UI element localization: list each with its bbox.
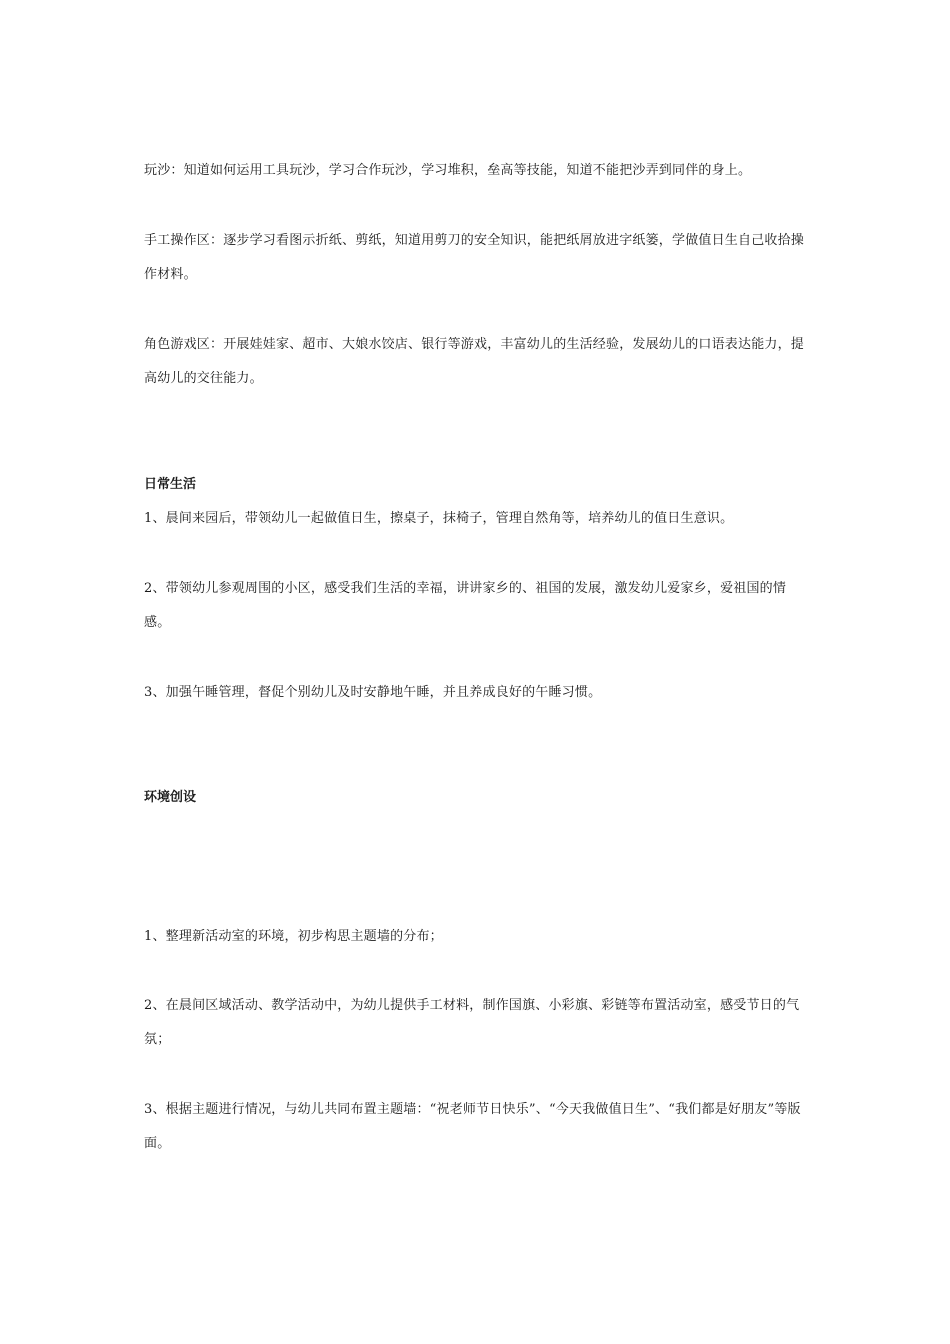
heading-environment: 环境创设 xyxy=(144,790,197,805)
heading-daily-life: 日常生活 xyxy=(144,477,197,492)
paragraph-sand-play: 玩沙：知道如何运用工具玩沙，学习合作玩沙，学习堆积，垒高等技能，知道不能把沙弄到同伴的身上。 xyxy=(144,163,752,178)
environment-item-2: 2、在晨间区域活动、教学活动中，为幼儿提供手工材料，制作国旗、小彩旗、彩链等布置活动室，感受节日的气氛； xyxy=(144,998,800,1047)
daily-life-item-3: 3、加强午睡管理，督促个别幼儿及时安静地午睡，并且养成良好的午睡习惯。 xyxy=(144,685,602,700)
environment-item-3: 3、根据主题进行情况，与幼儿共同布置主题墙：“祝老师节日快乐”、“今天我做值日生”、“我们都是好朋友”等版面。 xyxy=(144,1102,801,1151)
daily-life-item-2: 2、带领幼儿参观周围的小区，感受我们生活的幸福，讲讲家乡的、祖国的发展，激发幼儿爱家乡，爱祖国的情感。 xyxy=(144,581,787,630)
environment-item-1: 1、整理新活动室的环境，初步构思主题墙的分布； xyxy=(144,929,443,944)
paragraph-handcraft-area: 手工操作区：逐步学习看图示折纸、剪纸，知道用剪刀的安全知识，能把纸屑放进字纸篓，学做值日生自己收拾操作材料。 xyxy=(144,233,805,282)
paragraph-role-play-area: 角色游戏区：开展娃娃家、超市、大娘水饺店、银行等游戏，丰富幼儿的生活经验，发展幼儿的口语表达能力，提高幼儿的交往能力。 xyxy=(144,337,805,386)
daily-life-item-1: 1、晨间来园后，带领幼儿一起做值日生，擦桌子，抹椅子，管理自然角等，培养幼儿的值日生意识。 xyxy=(144,511,734,526)
